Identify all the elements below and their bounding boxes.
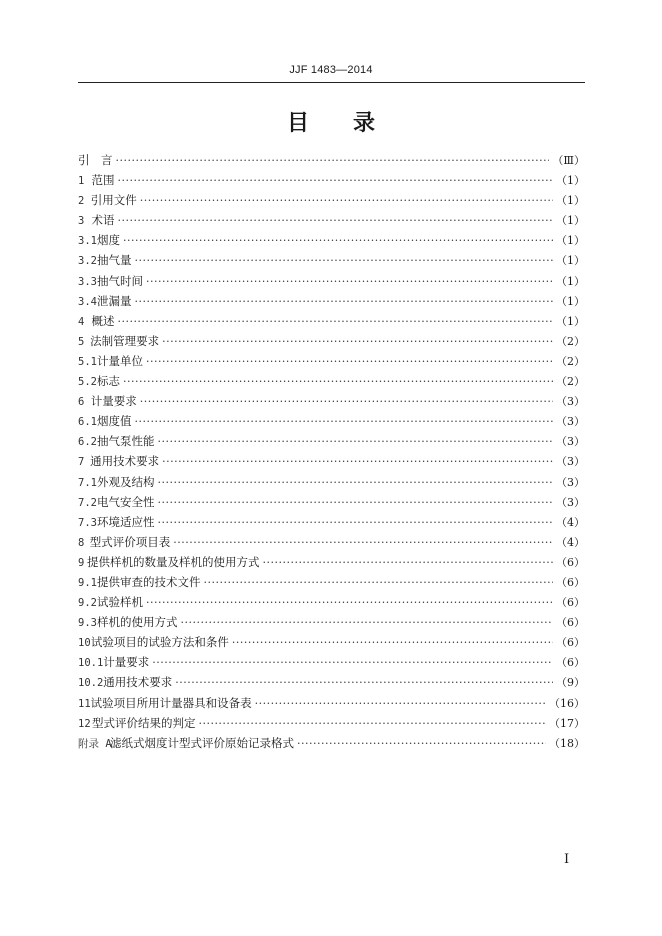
toc-entry-title: 范围	[91, 173, 115, 188]
header-divider	[78, 82, 585, 83]
toc-entry-page: （4）	[556, 515, 585, 529]
toc-entry-page: （9）	[556, 676, 585, 690]
toc-entry-number: 5.2	[78, 376, 97, 389]
toc-entry[interactable]	[78, 554, 585, 574]
toc-entry-title: 抽气泵性能	[96, 434, 155, 449]
toc-entry-page: （1）	[556, 294, 585, 308]
toc-entry-title: 抽气时间	[96, 273, 143, 288]
toc-entry-page: （6）	[556, 636, 585, 650]
toc-dot-leader	[140, 194, 553, 207]
toc-entry-number: 7.2	[78, 496, 97, 509]
toc-entry-number: 7.3	[78, 516, 97, 529]
toc-entry[interactable]	[78, 232, 585, 252]
toc-dot-leader	[117, 214, 553, 227]
toc-entry-number: 9.2	[78, 597, 97, 610]
toc-entry-title: 通用技术要求	[90, 454, 160, 469]
toc-entry[interactable]	[78, 313, 585, 333]
toc-dot-leader	[134, 254, 553, 267]
toc-dot-leader	[152, 656, 553, 669]
toc-entry-number: 7.1	[78, 476, 97, 489]
toc-dot-leader	[162, 455, 553, 468]
toc-entry-title: 概述	[91, 313, 115, 328]
toc-entry[interactable]	[78, 453, 585, 473]
toc-entry-title: 计量单位	[96, 353, 143, 368]
toc-entry[interactable]	[78, 393, 585, 413]
toc-dot-leader	[123, 234, 553, 247]
toc-entry-page: （Ⅲ）	[552, 154, 585, 167]
toc-entry-page: （3）	[556, 475, 585, 489]
toc-entry-title: 标志	[96, 374, 120, 389]
toc-entry-page: （3）	[556, 435, 585, 449]
toc-entry-page: （6）	[556, 616, 585, 630]
toc-entry-title: 试验样机	[96, 595, 143, 610]
toc-entry[interactable]	[78, 252, 585, 272]
toc-entry-title: 术语	[91, 213, 115, 228]
toc-entry-number: 11	[78, 697, 91, 710]
toc-entry[interactable]	[78, 574, 585, 594]
toc-entry-page: （16）	[549, 696, 585, 710]
toc-entry-number: 3.4	[78, 295, 97, 308]
toc-entry-title: 型式评价项目表	[89, 534, 171, 549]
toc-entry-page: （6）	[556, 575, 585, 589]
toc-dot-leader	[175, 676, 553, 689]
toc-dot-leader	[123, 375, 553, 388]
toc-entry-number: 4	[78, 315, 85, 328]
toc-dot-leader	[297, 737, 546, 750]
toc-entry-title: 电气安全性	[96, 494, 155, 509]
toc-entry-page: （6）	[556, 596, 585, 610]
toc-entry[interactable]	[78, 614, 585, 634]
toc-dot-leader	[157, 496, 553, 509]
toc-entry-title: 试验项目的试验方法和条件	[90, 635, 229, 650]
toc-entry[interactable]	[78, 353, 585, 373]
toc-entry-number: 8	[78, 536, 85, 549]
toc-entry-title: 泄漏量	[96, 293, 132, 308]
toc-entry[interactable]	[78, 715, 585, 735]
toc-dot-leader	[198, 717, 546, 730]
document-code: JJF 1483—2014	[289, 64, 373, 76]
toc-entry-number: 2	[78, 195, 85, 208]
toc-entry[interactable]	[78, 494, 585, 514]
toc-entry[interactable]	[78, 413, 585, 433]
toc-entry-page: （3）	[556, 415, 585, 429]
toc-entry-title: 样机的使用方式	[96, 615, 178, 630]
toc-entry-title: 计量要求	[103, 655, 150, 670]
toc-entry[interactable]	[78, 373, 585, 393]
toc-entry-page: （1）	[556, 274, 585, 288]
toc-entry[interactable]	[78, 433, 585, 453]
table-of-contents	[78, 152, 585, 755]
toc-entry[interactable]	[78, 474, 585, 494]
toc-entry-number: 6	[78, 396, 85, 409]
toc-entry-title: 外观及结构	[96, 474, 155, 489]
toc-entry[interactable]	[78, 534, 585, 554]
toc-entry-title: 型式评价结果的判定	[91, 715, 196, 730]
toc-entry-page: （2）	[556, 334, 585, 348]
toc-entry-title: 试验项目所用计量器具和设备表	[90, 695, 252, 710]
toc-entry-number: 6.2	[78, 436, 97, 449]
toc-entry[interactable]	[78, 333, 585, 353]
toc-dot-leader	[146, 355, 553, 368]
toc-entry[interactable]	[78, 152, 585, 172]
toc-dot-leader	[157, 516, 553, 529]
toc-entry[interactable]	[78, 212, 585, 232]
toc-entry-page: （1）	[556, 234, 585, 248]
toc-entry[interactable]	[78, 674, 585, 694]
toc-entry-page: （1）	[556, 194, 585, 208]
toc-entry-page: （1）	[556, 214, 585, 228]
toc-dot-leader	[162, 335, 553, 348]
toc-entry-page: （1）	[556, 254, 585, 268]
page-title: 目 录	[286, 110, 375, 136]
toc-dot-leader	[173, 536, 553, 549]
toc-entry-number: 10	[78, 637, 91, 650]
toc-dot-leader	[232, 636, 553, 649]
toc-entry[interactable]	[78, 594, 585, 614]
toc-dot-leader	[157, 476, 553, 489]
toc-entry[interactable]	[78, 654, 585, 674]
toc-entry-number: 3.3	[78, 275, 97, 288]
toc-dot-leader	[262, 556, 553, 569]
toc-entry-number: 附录 A	[78, 737, 112, 750]
toc-entry-title: 引 言	[78, 153, 113, 167]
toc-entry-number: 10.2	[78, 677, 104, 690]
toc-dot-leader	[134, 295, 553, 308]
toc-entry-title: 滤纸式烟度计型式评价原始记录格式	[110, 735, 294, 750]
toc-entry-page: （3）	[556, 495, 585, 509]
toc-entry-number: 12	[78, 717, 91, 730]
toc-entry-title: 提供样机的数量及样机的使用方式	[86, 554, 260, 569]
toc-entry[interactable]	[78, 172, 585, 192]
toc-dot-leader	[255, 697, 546, 710]
toc-entry-number: 5	[78, 335, 85, 348]
toc-dot-leader	[140, 395, 553, 408]
toc-entry-page: （2）	[556, 354, 585, 368]
toc-entry-number: 3	[78, 215, 85, 228]
toc-entry-page: （6）	[556, 656, 585, 670]
toc-entry-number: 5.1	[78, 355, 97, 368]
toc-entry-page: （3）	[556, 395, 585, 409]
toc-entry-title: 通用技术要求	[103, 675, 173, 690]
toc-entry-title: 环境适应性	[96, 514, 155, 529]
toc-entry-title: 提供审查的技术文件	[96, 574, 201, 589]
toc-entry[interactable]	[78, 192, 585, 212]
toc-entry-page: （2）	[556, 375, 585, 389]
toc-dot-leader	[146, 275, 553, 288]
toc-dot-leader	[180, 616, 553, 629]
toc-entry[interactable]	[78, 273, 585, 293]
toc-dot-leader	[134, 415, 553, 428]
toc-entry[interactable]	[78, 735, 585, 755]
toc-entry-number: 1	[78, 175, 85, 188]
toc-entry-page: （6）	[556, 555, 585, 569]
toc-entry[interactable]	[78, 293, 585, 313]
toc-entry-number: 10.1	[78, 657, 104, 670]
toc-entry[interactable]	[78, 634, 585, 654]
toc-entry-number: 7	[78, 456, 85, 469]
toc-dot-leader	[146, 596, 553, 609]
toc-entry-page: （4）	[556, 535, 585, 549]
toc-entry-page: （1）	[556, 314, 585, 328]
toc-entry-page: （18）	[549, 736, 585, 750]
toc-entry-page: （3）	[556, 455, 585, 469]
toc-dot-leader	[157, 435, 553, 448]
toc-entry-page: （1）	[556, 174, 585, 188]
toc-entry-title: 烟度值	[96, 414, 132, 429]
toc-entry-title: 计量要求	[90, 394, 137, 409]
toc-entry-number: 6.1	[78, 416, 97, 429]
toc-entry-number: 9.3	[78, 617, 97, 630]
toc-entry-title: 烟度	[96, 233, 120, 248]
toc-entry-number: 3.1	[78, 235, 97, 248]
toc-entry-title: 引用文件	[90, 193, 137, 208]
toc-entry-number: 9.1	[78, 576, 97, 589]
toc-dot-leader	[116, 154, 550, 167]
toc-entry-number: 9	[78, 556, 85, 569]
toc-entry[interactable]	[78, 695, 585, 715]
toc-dot-leader	[203, 576, 553, 589]
toc-entry-title: 法制管理要求	[90, 333, 160, 348]
toc-dot-leader	[117, 315, 553, 328]
toc-dot-leader	[117, 174, 553, 187]
toc-entry[interactable]	[78, 514, 585, 534]
toc-entry-title: 抽气量	[96, 253, 132, 268]
toc-entry-page: （17）	[549, 716, 585, 730]
page-number: Ⅰ	[564, 852, 570, 867]
toc-entry-number: 3.2	[78, 255, 97, 268]
